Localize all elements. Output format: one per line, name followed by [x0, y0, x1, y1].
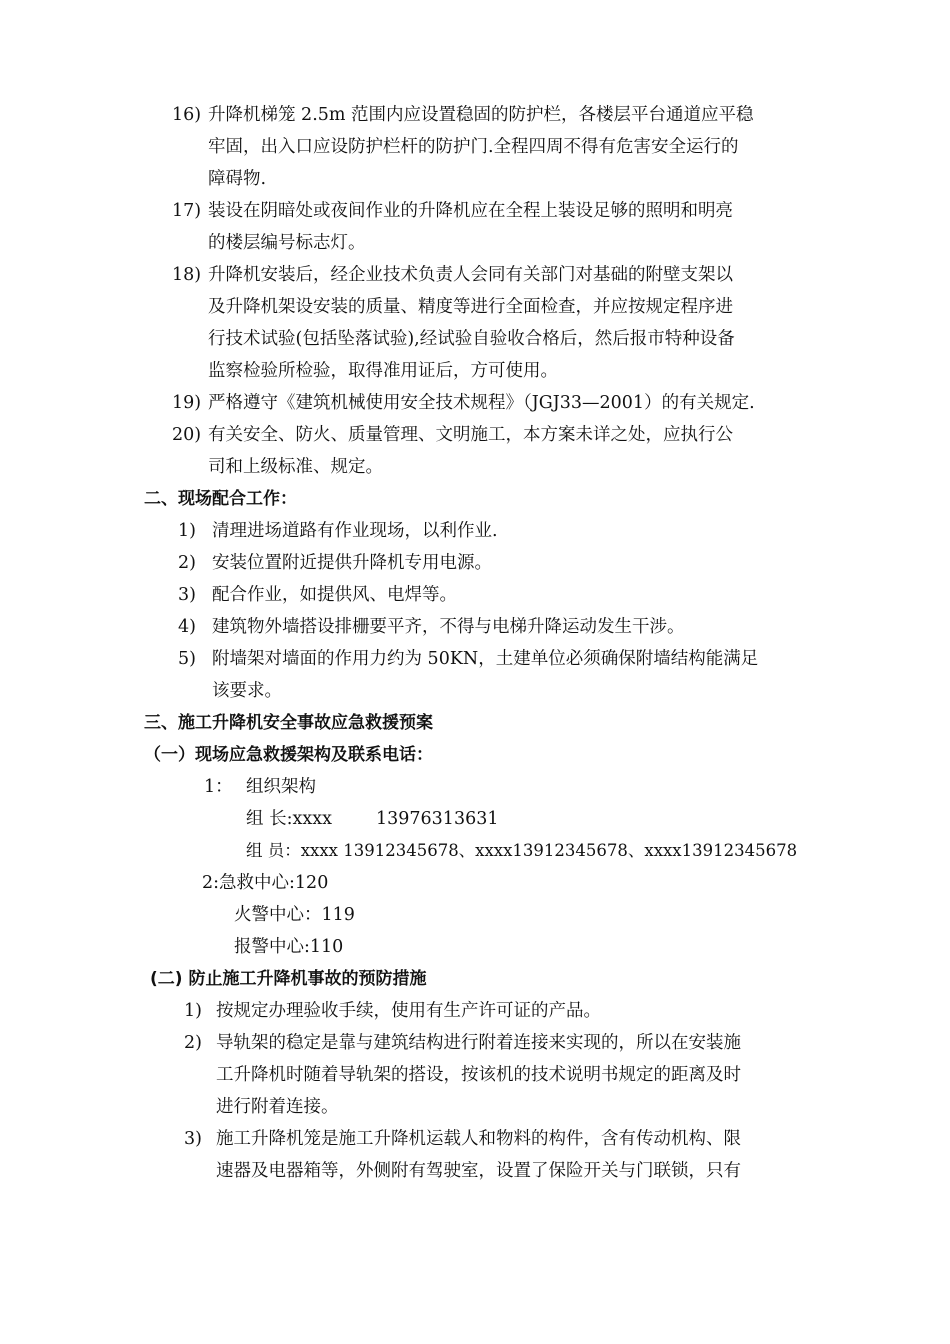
item-number: 3): [184, 1129, 202, 1149]
item-text-line: 导轨架的稳定是靠与建筑结构进行附着连接来实现的，所以在安装施: [216, 1033, 741, 1053]
subsection-heading: （一）现场应急救援架构及联系电话：: [144, 745, 433, 765]
item-text-line: 行技术试验(包括坠落试验),经试验自验收合格后，然后报市特种设备: [208, 329, 735, 349]
item-text-line: 安装位置附近提供升降机专用电源。: [212, 553, 492, 573]
police-center: 报警中心:110: [234, 937, 344, 957]
item-text-line: 按规定办理验收手续，使用有生产许可证的产品。: [216, 1001, 601, 1021]
members-line: 组 员：xxxx 13912345678、xxxx13912345678、xxxx13912345678: [246, 841, 798, 860]
item-text-line: 的楼层编号标志灯。: [208, 233, 366, 253]
item-number: 4): [178, 617, 196, 637]
item-text-line: 建筑物外墙搭设排栅要平齐，不得与电梯升降运动发生干涉。: [212, 617, 685, 637]
org-number: 1：: [204, 777, 233, 797]
item-number: 17): [172, 201, 202, 221]
item-number: 16): [172, 105, 202, 125]
item-text-line: 该要求。: [212, 681, 282, 701]
item-number: 19): [172, 393, 202, 413]
item-text-line: 速器及电器箱等，外侧附有驾驶室，设置了保险开关与门联锁，只有: [216, 1161, 741, 1181]
section-heading: 二、现场配合工作：: [144, 489, 297, 509]
item-text-line: 及升降机架设安装的质量、精度等进行全面检查，并应按规定程序进: [208, 297, 733, 317]
item-text-line: 升降机梯笼 2.5m 范围内应设置稳固的防护栏，各楼层平台通道应平稳: [208, 105, 754, 125]
org-title: 组织架构: [246, 777, 316, 797]
item-text-line: 有关安全、防火、质量管理、文明施工，本方案未详之处，应执行公: [208, 425, 733, 445]
emergency-center: 2:急救中心:120: [202, 873, 329, 893]
item-text-line: 装设在阴暗处或夜间作业的升降机应在全程上装设足够的照明和明亮: [208, 201, 733, 221]
item-text-line: 施工升降机笼是施工升降机运载人和物料的构件，含有传动机构、限: [216, 1129, 741, 1149]
item-number: 2): [184, 1033, 202, 1053]
leader-phone: 13976313631: [376, 809, 499, 829]
item-text-line: 附墙架对墙面的作用力约为 50KN，土建单位必须确保附墙结构能满足: [212, 649, 759, 669]
item-number: 1): [178, 521, 196, 541]
item-number: 1): [184, 1001, 202, 1021]
item-text-line: 升降机安装后，经企业技术负责人会同有关部门对基础的附壁支架以: [208, 265, 733, 285]
item-text-line: 监察检验所检验，取得准用证后，方可使用。: [208, 361, 558, 381]
item-number: 20): [172, 425, 202, 445]
item-text-line: 配合作业，如提供风、电焊等。: [212, 585, 457, 605]
subsection-heading: (二) 防止施工升降机事故的预防措施: [150, 969, 427, 989]
item-text-line: 司和上级标准、规定。: [208, 457, 383, 477]
item-text-line: 严格遵守《建筑机械使用安全技术规程》（JGJ33—2001）的有关规定.: [208, 393, 755, 413]
fire-center: 火警中心：119: [234, 905, 355, 925]
item-number: 18): [172, 265, 202, 285]
item-text-line: 进行附着连接。: [216, 1097, 339, 1117]
item-text-line: 清理进场道路有作业现场，以利作业.: [212, 521, 498, 541]
section-heading: 三、施工升降机安全事故应急救援预案: [144, 713, 433, 733]
item-text-line: 牢固，出入口应设防护栏杆的防护门.全程四周不得有危害安全运行的: [208, 137, 739, 157]
leader-label: 组 长:xxxx: [246, 809, 332, 829]
item-number: 2): [178, 553, 196, 573]
item-text-line: 障碍物.: [208, 169, 267, 189]
item-number: 3): [178, 585, 196, 605]
item-text-line: 工升降机时随着导轨架的搭设，按该机的技术说明书规定的距离及时: [216, 1065, 741, 1085]
item-number: 5): [178, 649, 196, 669]
